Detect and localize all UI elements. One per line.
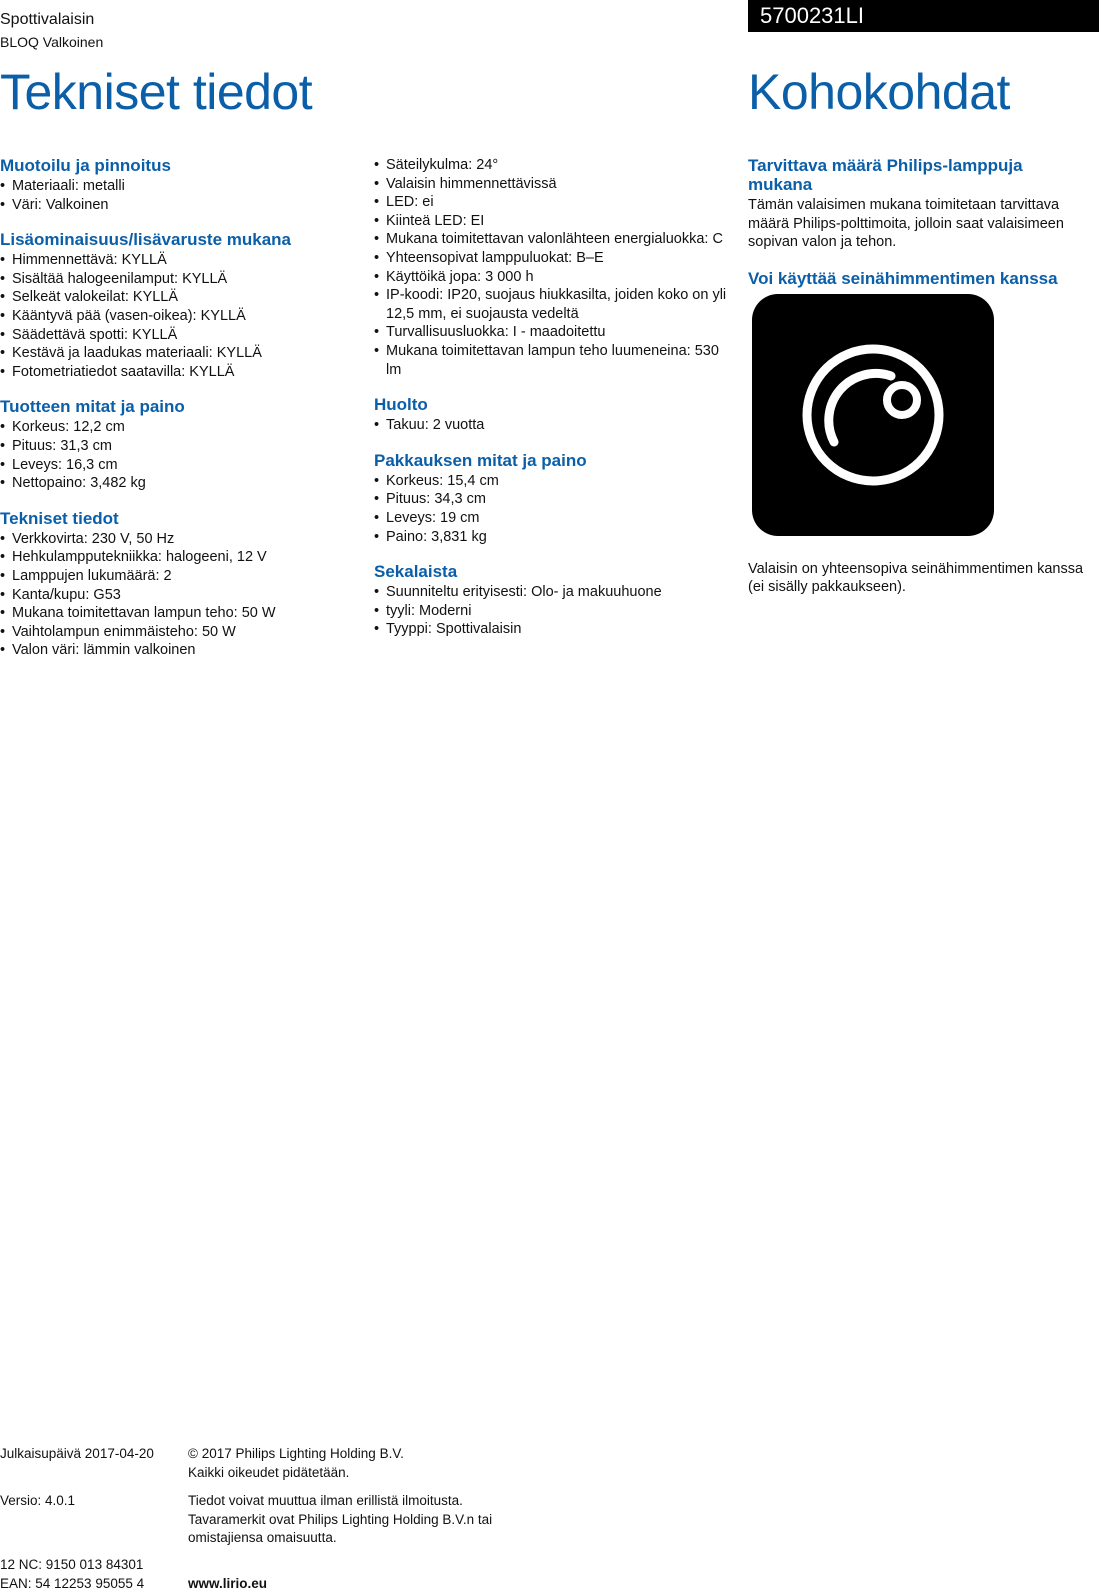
section-title: Tuotteen mitat ja paino bbox=[0, 397, 185, 417]
spec-list bbox=[374, 416, 734, 435]
spec-item: • Tyyppi: Spottivalaisin bbox=[374, 620, 734, 639]
spec-item: • Pituus: 34,3 cm bbox=[374, 490, 734, 509]
rights-reserved: Kaikki oikeudet pidätetään. bbox=[188, 1464, 350, 1480]
spec-item: • Kääntyvä pää (vasen-oikea): KYLLÄ bbox=[0, 307, 360, 326]
version: Versio: 4.0.1 bbox=[0, 1493, 76, 1508]
spec-item: • Himmennettävä: KYLLÄ bbox=[0, 251, 360, 270]
spec-item: • Valaisin himmennettävissä bbox=[374, 175, 734, 194]
spec-item: • Lamppujen lukumäärä: 2 bbox=[0, 567, 360, 586]
spec-list bbox=[0, 177, 360, 214]
spec-item: • LED: ei bbox=[374, 193, 734, 212]
spec-section bbox=[374, 395, 734, 435]
spec-item: • Käyttöikä jopa: 3 000 h bbox=[374, 268, 734, 287]
spec-item: • Korkeus: 12,2 cm bbox=[0, 418, 360, 437]
spec-list bbox=[374, 156, 734, 379]
spec-item: • IP-koodi: IP20, suojaus hiukkasilta, joiden koko on yli 12,5 mm, ei suojausta vedeltä bbox=[374, 286, 734, 323]
spec-item: • Mukana toimitettavan lampun teho: 50 W bbox=[0, 604, 360, 623]
spec-item: • Fotometriatiedot saatavilla: KYLLÄ bbox=[0, 363, 360, 382]
spec-item: • Mukana toimitettavan lampun teho luumeneina: 530 lm bbox=[374, 342, 734, 379]
spec-item: • Paino: 3,831 kg bbox=[374, 528, 734, 547]
spec-list bbox=[0, 251, 360, 381]
spec-item: • tyyli: Moderni bbox=[374, 602, 734, 621]
specs-title: Tekniset tiedot bbox=[0, 64, 313, 120]
section-title: Huolto bbox=[374, 395, 428, 415]
spec-item: • Sisältää halogeenilamput: KYLLÄ bbox=[0, 270, 360, 289]
notice-line: Tavaramerkit ovat Philips Lighting Holding B.V.n tai bbox=[188, 1511, 493, 1527]
spec-list bbox=[374, 583, 734, 639]
dimmer-icon bbox=[752, 294, 994, 536]
spec-list bbox=[0, 418, 360, 492]
highlight-title: Voi käyttää seinähimmentimen kanssa bbox=[748, 268, 1058, 288]
spec-item: • Vaihtolampun enimmäisteho: 50 W bbox=[0, 623, 360, 642]
copyright: © 2017 Philips Lighting Holding B.V. bbox=[188, 1446, 404, 1461]
highlight-text: Tämän valaisimen mukana toimitetaan tarvittava määrä Philips-polttimoita, jolloin saat valaisimeen sopivan valon ja tehon. bbox=[748, 197, 1064, 251]
specs-column-2 bbox=[374, 156, 734, 655]
spec-item: • Valon väri: lämmin valkoinen bbox=[0, 641, 360, 660]
product-code-badge: 5700231LI bbox=[748, 0, 1099, 32]
spec-item: • Pituus: 31,3 cm bbox=[0, 437, 360, 456]
section-title: Sekalaista bbox=[374, 562, 458, 582]
spec-section bbox=[0, 397, 360, 492]
highlights-column bbox=[748, 156, 1088, 614]
notice-line: Tiedot voivat muuttua ilman erillistä ilmoitusta. bbox=[188, 1493, 463, 1508]
spec-item: • Korkeus: 15,4 cm bbox=[374, 472, 734, 491]
highlights-title: Kohokohdat bbox=[748, 64, 1010, 120]
spec-item: • Turvallisuusluokka: I - maadoitettu bbox=[374, 323, 734, 342]
spec-item: • Materiaali: metalli bbox=[0, 177, 360, 196]
spec-item: • Suunniteltu erityisesti: Olo- ja makuuhuone bbox=[374, 583, 734, 602]
section-title: Pakkauksen mitat ja paino bbox=[374, 450, 587, 470]
spec-item: • Yhteensopivat lamppuluokat: B–E bbox=[374, 249, 734, 268]
notice-line: omistajiensa omaisuutta. bbox=[188, 1530, 337, 1546]
spec-item: • Selkeät valokeilat: KYLLÄ bbox=[0, 288, 360, 307]
spec-item: • Takuu: 2 vuotta bbox=[374, 416, 734, 435]
spec-item: • Leveys: 19 cm bbox=[374, 509, 734, 528]
spec-list bbox=[374, 472, 734, 546]
nc-code: 12 NC: 9150 013 84301 bbox=[0, 1557, 144, 1572]
ean-code: EAN: 54 12253 95055 4 bbox=[0, 1575, 145, 1591]
spec-item: • Säteilykulma: 24° bbox=[374, 156, 734, 175]
section-title: Muotoilu ja pinnoitus bbox=[0, 156, 171, 175]
release-date: Julkaisupäivä 2017-04-20 bbox=[0, 1446, 154, 1461]
spec-section bbox=[0, 230, 360, 381]
product-type: Spottivalaisin bbox=[0, 11, 95, 28]
spec-item: • Verkkovirta: 230 V, 50 Hz bbox=[0, 530, 360, 549]
highlight-text: Valaisin on yhteensopiva seinähimmentimen kanssa (ei sisälly pakkaukseen). bbox=[748, 560, 1084, 596]
footer bbox=[0, 1445, 560, 1593]
spec-section bbox=[374, 562, 734, 639]
spec-item: • Kiinteä LED: EI bbox=[374, 212, 734, 231]
highlight-lamps bbox=[748, 156, 1088, 252]
spec-item: • Nettopaino: 3,482 kg bbox=[0, 474, 360, 493]
website-link[interactable]: www.lirio.eu bbox=[188, 1575, 268, 1591]
spec-item: • Mukana toimitettavan valonlähteen energialuokka: C bbox=[374, 230, 734, 249]
highlight-title: Tarvittava määrä Philips-lamppuja mukana bbox=[748, 156, 1023, 194]
spec-list bbox=[0, 530, 360, 660]
product-variant: BLOQ Valkoinen bbox=[0, 34, 104, 50]
spec-item: • Kanta/kupu: G53 bbox=[0, 586, 360, 605]
spec-item: • Hehkulampputekniikka: halogeeni, 12 V bbox=[0, 548, 360, 567]
specs-column-1 bbox=[0, 156, 360, 676]
spec-section bbox=[374, 451, 734, 546]
section-title: Tekniset tiedot bbox=[0, 508, 119, 528]
spec-section bbox=[0, 156, 360, 214]
spec-section bbox=[0, 509, 360, 660]
spec-section bbox=[374, 156, 734, 379]
section-title: Lisäominaisuus/lisävaruste mukana bbox=[0, 230, 292, 250]
spec-item: • Väri: Valkoinen bbox=[0, 196, 360, 215]
spec-item: • Kestävä ja laadukas materiaali: KYLLÄ bbox=[0, 344, 360, 363]
spec-item: • Leveys: 16,3 cm bbox=[0, 456, 360, 475]
highlight-dimmer bbox=[748, 269, 1088, 597]
spec-item: • Säädettävä spotti: KYLLÄ bbox=[0, 326, 360, 345]
